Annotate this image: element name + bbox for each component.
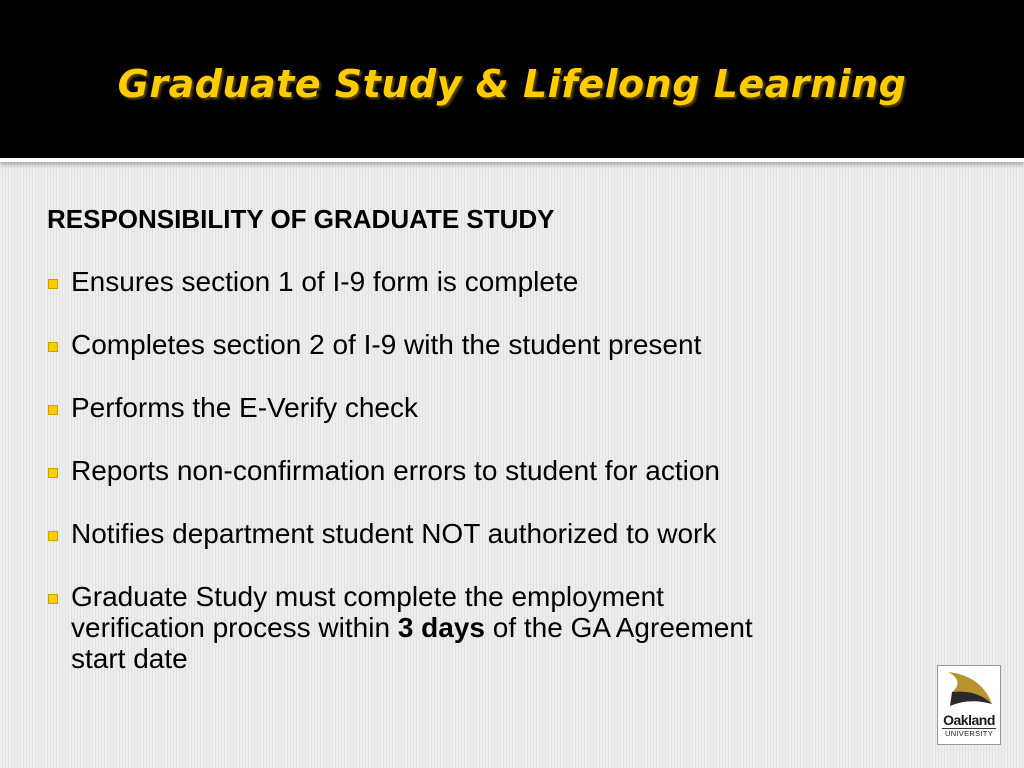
logo-subtitle: UNIVERSITY xyxy=(944,729,993,738)
square-bullet-icon xyxy=(48,405,58,415)
bullet-text: Ensures section 1 of I-9 form is complete xyxy=(71,266,579,297)
bullet-text-line xyxy=(71,612,907,643)
bullet-item xyxy=(47,329,907,360)
square-bullet-icon xyxy=(48,468,58,478)
oakland-sail-icon xyxy=(938,666,1000,714)
logo-wordmark: Oakland xyxy=(943,712,995,728)
square-bullet-icon xyxy=(48,279,58,289)
square-bullet-icon xyxy=(48,342,58,352)
bullet-text-segment: verification process within xyxy=(71,612,398,643)
bullet-text: Reports non-confirmation errors to student for action xyxy=(71,455,720,486)
bullet-item-deadline xyxy=(47,581,907,674)
title-bar xyxy=(0,0,1024,162)
section-heading: RESPONSIBILITY OF GRADUATE STUDY xyxy=(47,204,555,234)
bullet-item xyxy=(47,518,907,549)
bullet-list xyxy=(47,266,907,706)
deadline-emphasis: 3 days xyxy=(397,612,485,643)
square-bullet-icon xyxy=(48,594,58,604)
bullet-text: Notifies department student NOT authorized to work xyxy=(71,518,717,549)
bullet-text: Performs the E-Verify check xyxy=(71,392,419,423)
slide-title: Graduate Study & Lifelong Learning xyxy=(117,62,907,106)
bullet-text-line: Graduate Study must complete the employment xyxy=(71,581,664,612)
bullet-text: Completes section 2 of I-9 with the student present xyxy=(71,329,702,360)
square-bullet-icon xyxy=(48,531,58,541)
bullet-item xyxy=(47,392,907,423)
bullet-text-segment: of the GA Agreement xyxy=(484,612,753,643)
bullet-item xyxy=(47,455,907,486)
bullet-text-line: start date xyxy=(71,643,188,674)
oakland-university-logo xyxy=(937,665,1001,745)
bullet-item xyxy=(47,266,907,297)
